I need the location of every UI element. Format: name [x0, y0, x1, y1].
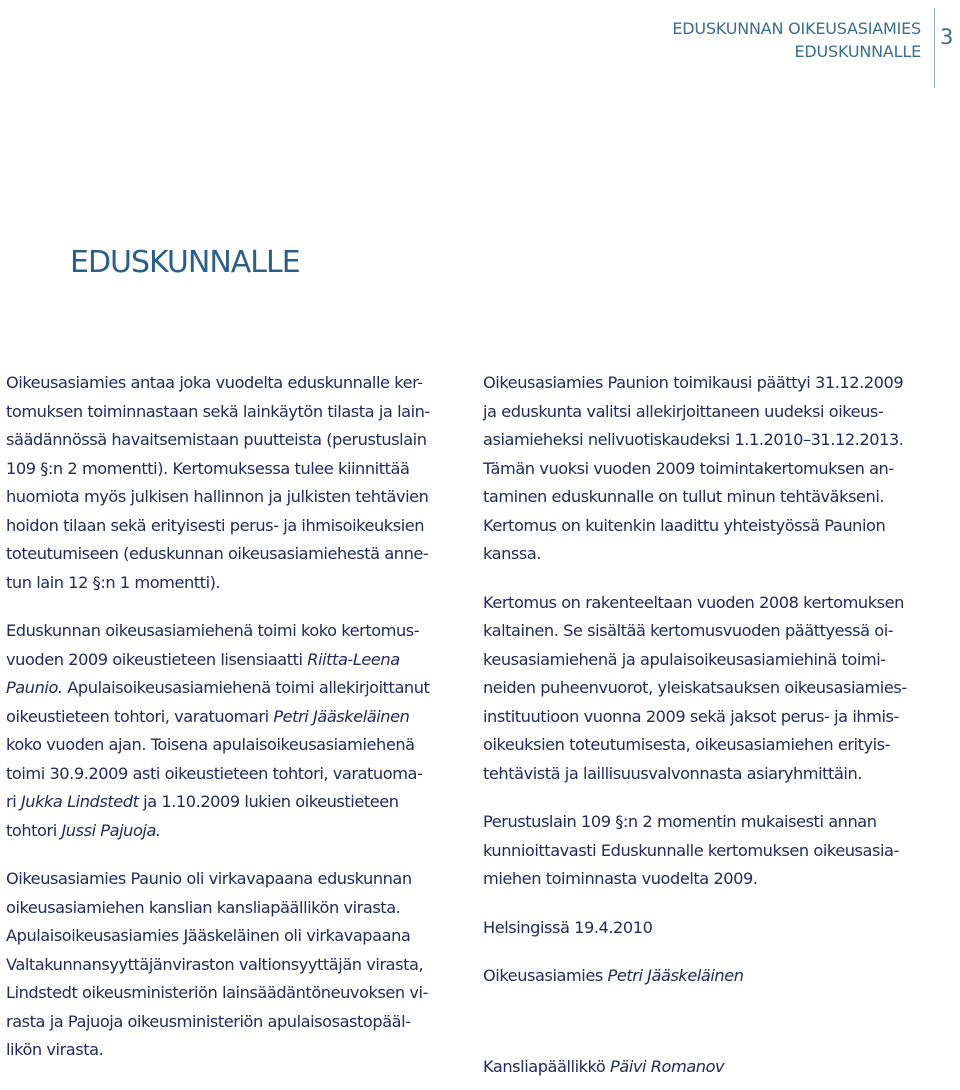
- running-header-line2: EDUSKUNNALLE: [794, 42, 921, 61]
- person-name: Paunio.: [6, 678, 63, 697]
- text-run: ri: [6, 792, 21, 811]
- signature-title: Kansliapäällikkö: [483, 1056, 611, 1076]
- text-line: [6, 788, 452, 817]
- text-line: koko vuoden ajan. Toisena apulaisoikeusasiamiehenä: [6, 735, 415, 754]
- text-run: ja 1.10.2009 lukien oikeustieteen: [138, 792, 399, 811]
- person-name: Jussi Pajuoja.: [61, 820, 161, 840]
- page-title: EDUSKUNNALLE: [70, 245, 300, 280]
- text-line: instituutioon vuonna 2009 sekä jaksot perus- ja ihmis-: [483, 706, 899, 726]
- text-line: [6, 817, 452, 846]
- person-name: Riitta-Leena: [307, 649, 400, 669]
- text-line: Valtakunnansyyttäjänviraston valtionsyyttäjän virasta,: [6, 954, 424, 974]
- text-line: [6, 646, 452, 675]
- text-line: Oikeusasiamies antaa joka vuodelta eduskunnalle ker-: [6, 373, 423, 392]
- text-line: kaltainen. Se sisältää kertomusvuoden päättyessä oi-: [483, 621, 894, 640]
- text-line: miehen toiminnasta vuodelta 2009.: [483, 869, 758, 888]
- text-line: 109 §:n 2 momentti). Kertomuksessa tulee kiinnittää: [6, 458, 410, 478]
- right-paragraph-3: [483, 808, 943, 894]
- right-paragraph-1: [483, 369, 943, 569]
- text-line: toimi 30.9.2009 asti oikeustieteen tohtori, varatuoma-: [6, 763, 423, 783]
- text-line: [6, 703, 452, 732]
- text-run: Apulaisoikeusasiamiehenä toimi allekirjoittanut: [62, 678, 430, 697]
- text-line: tomuksen toiminnastaan sekä lainkäytön tilasta ja lain-: [6, 401, 430, 421]
- text-line: Kertomus on rakenteeltaan vuoden 2008 kertomuksen: [483, 592, 904, 612]
- text-line: neiden puheenvuorot, yleiskatsauksen oikeusasiamies-: [483, 678, 907, 697]
- text-line: rasta ja Pajuoja oikeusministeriön apulaisosastopääl-: [6, 1011, 411, 1031]
- text-line: [483, 962, 943, 991]
- text-line: Lindstedt oikeusministeriön lainsäädäntöneuvoksen vi-: [6, 983, 428, 1002]
- text-line: Eduskunnan oikeusasiamiehenä toimi koko kertomus-: [6, 621, 420, 640]
- signature-title: Oikeusasiamies: [483, 966, 608, 985]
- running-header-line1: EDUSKUNNAN OIKEUSASIAMIES: [672, 19, 921, 38]
- text-line: huomiota myös julkisen hallinnon ja julkisten tehtävien: [6, 487, 429, 506]
- person-name: Petri Jääskeläinen: [273, 706, 410, 726]
- text-line: toteutumiseen (eduskunnan oikeusasiamiehestä anne-: [6, 544, 429, 563]
- text-line: [483, 1053, 943, 1082]
- right-column: [483, 369, 943, 1081]
- text-line: Kertomus on kuitenkin laadittu yhteistyössä Paunion: [483, 515, 886, 535]
- text-run: vuoden 2009 oikeustieteen lisensiaatti: [6, 649, 308, 669]
- text-line: Tämän vuoksi vuoden 2009 toimintakertomuksen an-: [483, 458, 894, 478]
- place-date: [483, 914, 943, 943]
- text-line: oikeuksien toteutumisesta, oikeusasiamiehen erityis-: [483, 735, 891, 754]
- left-paragraph-1: [6, 369, 452, 597]
- place-date-text: Helsingissä 19.4.2010: [483, 917, 653, 937]
- left-column: [6, 369, 452, 1065]
- text-line: hoidon tilaan sekä erityisesti perus- ja ihmisoikeuksien: [6, 515, 425, 535]
- text-line: Apulaisoikeusasiamies Jääskeläinen oli virkavapaana: [6, 926, 411, 945]
- page-number: 3: [940, 25, 954, 49]
- person-name: Jukka Lindstedt: [20, 792, 139, 811]
- text-line: [6, 674, 452, 703]
- header-divider: [934, 8, 935, 88]
- signature-chief-of-staff: [483, 1053, 943, 1082]
- text-line: keusasiamiehenä ja apulaisoikeusasiamiehinä toimi-: [483, 649, 886, 669]
- text-line: säädännössä havaitsemistaan puutteista (perustuslain: [6, 430, 427, 449]
- text-line: Perustuslain 109 §:n 2 momentin mukaisesti annan: [483, 812, 877, 831]
- right-paragraph-2: [483, 589, 943, 789]
- text-line: kanssa.: [483, 544, 542, 563]
- signature-name: Päivi Romanov: [610, 1056, 725, 1076]
- text-run: tohtori: [6, 820, 62, 840]
- signature-name: Petri Jääskeläinen: [607, 966, 744, 985]
- left-paragraph-3: [6, 865, 452, 1065]
- text-line: Oikeusasiamies Paunion toimikausi päättyi 31.12.2009: [483, 373, 904, 392]
- text-run: oikeustieteen tohtori, varatuomari: [6, 706, 274, 726]
- text-line: likön virasta.: [6, 1040, 104, 1059]
- text-line: taminen eduskunnalle on tullut minun tehtäväkseni.: [483, 487, 885, 506]
- text-line: oikeusasiamiehen kanslian kansliapäällikön virasta.: [6, 897, 401, 917]
- running-header: [672, 17, 921, 63]
- text-line: Oikeusasiamies Paunio oli virkavapaana eduskunnan: [6, 869, 412, 888]
- text-line: kunnioittavasti Eduskunnalle kertomuksen oikeusasia-: [483, 840, 899, 860]
- text-line: ja eduskunta valitsi allekirjoittaneen uudeksi oikeus-: [483, 401, 884, 421]
- text-line: tun lain 12 §:n 1 momentti).: [6, 572, 221, 592]
- text-line: asiamieheksi nelivuotiskaudeksi 1.1.2010–31.12.2013.: [483, 430, 904, 449]
- left-paragraph-2: [6, 617, 452, 845]
- text-line: tehtävistä ja laillisuusvalvonnasta asiaryhmittäin.: [483, 763, 862, 783]
- signature-ombudsman: [483, 962, 943, 991]
